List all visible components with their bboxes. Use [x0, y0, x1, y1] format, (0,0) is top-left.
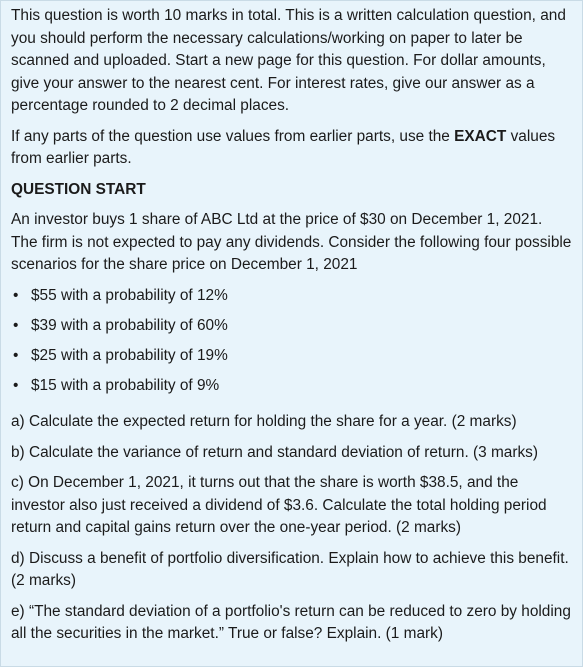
scenario-text: $25 with a probability of 19% [31, 346, 228, 364]
bullet-icon: • [13, 286, 19, 304]
scenario-item [11, 345, 572, 368]
scenario-item [11, 375, 572, 398]
instructions-paragraph: This question is worth 10 marks in total. This is a written calculation question, and you should perform the necessary calculations/working on paper to later be scanned and uploaded. Start a new page for this question. For dollar amounts, give your answer to the nearest cent. For interest rates, give our answer as a percentage rounded to 2 decimal places. [11, 7, 566, 114]
scenario-item [11, 285, 572, 308]
exact-note-text-end: values from earlier parts. [11, 127, 556, 167]
scenario-text: $39 with a probability of 60% [31, 316, 228, 334]
question-d: d) Discuss a benefit of portfolio diversification. Explain how to achieve this benefit. (2 marks) [11, 549, 569, 589]
exact-emphasis: EXACT [454, 127, 507, 145]
question-start-heading: QUESTION START [11, 180, 146, 198]
bullet-icon: • [13, 376, 19, 394]
scenario-description: An investor buys 1 share of ABC Ltd at the price of $30 on December 1, 2021. The firm is not expected to pay any dividends. Consider the following four possible scenarios for the share price on December 1, 2021 [11, 211, 572, 273]
scenario-text: $15 with a probability of 9% [31, 376, 220, 394]
bullet-icon: • [13, 346, 19, 364]
scenario-item [11, 315, 572, 338]
exact-values-note [11, 126, 572, 171]
bullet-icon: • [13, 316, 19, 334]
question-e: e) “The standard deviation of a portfolio's return can be reduced to zero by holding all the securities in the market.” True or false? Explain. (1 mark) [11, 602, 571, 642]
question-a: a) Calculate the expected return for holding the share for a year. (2 marks) [11, 413, 517, 430]
scenario-text: $55 with a probability of 12% [31, 286, 228, 304]
scenario-list [11, 285, 572, 398]
question-c: c) On December 1, 2021, it turns out that the share is worth $38.5, and the investor also just received a dividend of $3.6. Calculate the total holding period return and capital gains return over the one-year period. (2 marks) [11, 474, 547, 536]
question-b: b) Calculate the variance of return and standard deviation of return. (3 marks) [11, 443, 538, 461]
exact-note-text-start: If any parts of the question use values from earlier parts, use the [11, 127, 455, 145]
